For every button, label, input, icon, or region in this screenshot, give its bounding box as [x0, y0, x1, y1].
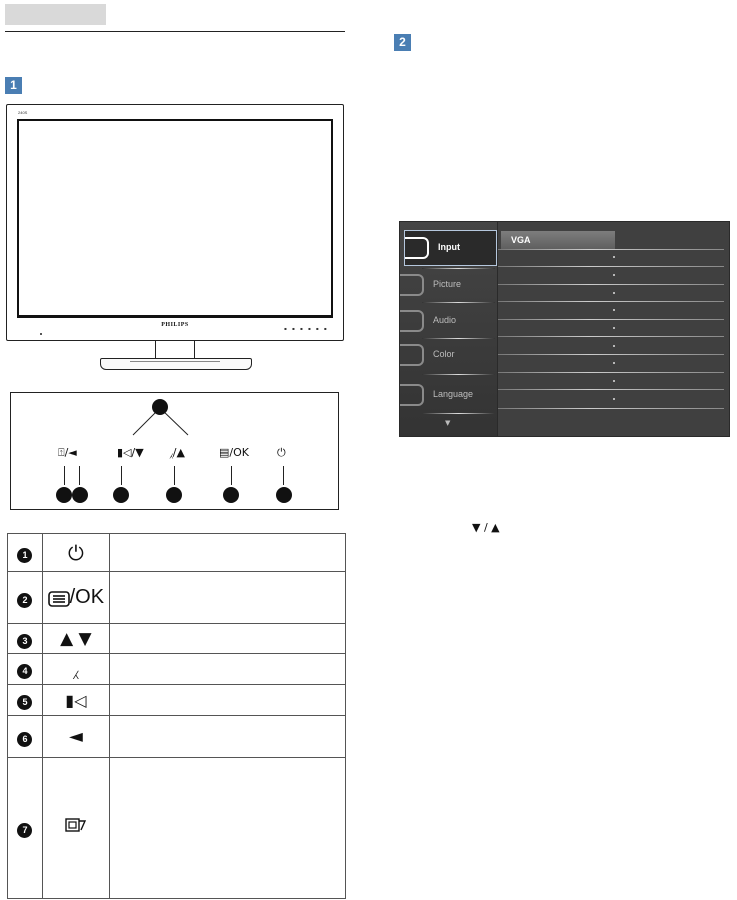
scroll-down-icon[interactable]: ▼	[445, 419, 451, 427]
callout-tick	[79, 466, 80, 485]
power-icon: ⏻	[67, 540, 84, 565]
osd-submenu-row	[498, 408, 724, 409]
osd-row-dot	[613, 398, 615, 400]
table-row	[8, 624, 346, 654]
callout-tick	[283, 466, 284, 485]
description-cell	[109, 716, 345, 758]
color-icon	[400, 344, 424, 366]
callout-tick	[231, 466, 232, 485]
monitor-screen	[17, 119, 333, 317]
osd-submenu-row	[498, 336, 724, 337]
osd-item-label: Language	[433, 389, 474, 399]
callout-tick	[64, 466, 65, 485]
osd-row-dot	[613, 256, 615, 258]
step-1-badge: 1	[5, 77, 22, 94]
volume-icon: ▮◁	[65, 690, 87, 710]
description-cell	[109, 534, 345, 572]
callout-dot	[166, 487, 182, 503]
osd-item-audio[interactable]	[400, 304, 497, 340]
number-badge: 2	[17, 593, 32, 608]
osd-item-label: Picture	[433, 279, 462, 289]
menu-ok-icon: /OK	[69, 586, 105, 608]
table-row	[8, 758, 346, 899]
osd-divider	[422, 302, 495, 303]
up-down-nav-icon: ▼ / ▲	[472, 521, 500, 534]
osd-submenu-row	[498, 249, 724, 250]
osd-submenu-row	[498, 319, 724, 320]
description-cell	[109, 624, 345, 654]
osd-divider	[422, 413, 495, 414]
osd-item-label: Audio	[433, 315, 457, 325]
callout-tick	[121, 466, 122, 485]
osd-submenu-selected-label: VGA	[511, 235, 531, 245]
osd-item-picture[interactable]	[400, 268, 497, 304]
osd-submenu	[497, 222, 730, 437]
menu-ok-button[interactable]: ▤/OK	[219, 446, 249, 459]
callout-dot	[56, 487, 72, 503]
osd-row-dot	[613, 362, 615, 364]
menu-icon	[48, 591, 70, 607]
number-badge: 5	[17, 695, 32, 710]
bezel-buttons: ▪ ▪ ▪ ▪ ▪ ▪	[284, 326, 329, 331]
callout-dot-top	[152, 399, 168, 415]
audio-icon	[400, 310, 424, 332]
table-row	[8, 685, 346, 716]
osd-submenu-row	[498, 354, 724, 355]
table-row	[8, 534, 346, 572]
description-cell	[109, 572, 345, 624]
osd-submenu-row	[498, 284, 724, 285]
osd-row-dot	[613, 274, 615, 276]
table-row	[8, 654, 346, 685]
description-cell	[109, 685, 345, 716]
osd-row-dot	[613, 292, 615, 294]
number-badge: 4	[17, 664, 32, 679]
volume-down-button[interactable]: ▮◁/▼	[117, 446, 144, 459]
osd-row-dot	[613, 327, 615, 329]
description-cell	[109, 758, 345, 899]
osd-item-label: Input	[438, 242, 460, 252]
callout-dot	[72, 487, 88, 503]
osd-item-color[interactable]	[400, 338, 497, 374]
monitor-stand-detail	[130, 361, 220, 366]
number-badge: 7	[17, 823, 32, 838]
osd-row-dot	[613, 380, 615, 382]
osd-item-input[interactable]	[404, 230, 497, 266]
osd-divider	[422, 374, 495, 375]
header-rule	[5, 31, 345, 32]
picture-icon	[400, 274, 424, 296]
up-down-icon: ▲ ▼	[60, 628, 92, 649]
callout-dot	[276, 487, 292, 503]
monitor-brand-logo: PHILIPS	[161, 322, 189, 328]
osd-menu-screenshot	[399, 221, 730, 437]
smartimage-icon	[65, 817, 87, 835]
section-header-tab	[5, 4, 106, 25]
osd-row-dot	[613, 309, 615, 311]
monitor-stand-neck	[155, 341, 195, 359]
smartimage-button[interactable]: ⍐/◄	[58, 446, 77, 459]
step-2-badge: 2	[394, 34, 411, 51]
language-icon	[400, 384, 424, 406]
input-up-button[interactable]: ⁁/▲	[170, 446, 185, 459]
osd-submenu-row	[498, 301, 724, 302]
input-icon	[405, 237, 429, 259]
bezel-line	[17, 317, 333, 318]
osd-main-menu	[400, 222, 497, 437]
number-badge: 3	[17, 634, 32, 649]
input-switch-icon: ⁁	[73, 658, 79, 680]
back-arrow-icon: ◄	[68, 726, 83, 747]
osd-submenu-row	[498, 266, 724, 267]
number-badge: 1	[17, 548, 32, 563]
callout-dot	[113, 487, 129, 503]
callout-dot	[223, 487, 239, 503]
button-legend-table	[7, 533, 346, 899]
power-button[interactable]: ⏻	[277, 446, 286, 459]
callout-tick	[174, 466, 175, 485]
description-cell	[109, 654, 345, 685]
power-led	[40, 333, 42, 335]
osd-item-language[interactable]	[400, 378, 497, 414]
monitor-model-label: 240S	[18, 110, 28, 115]
osd-submenu-row	[498, 389, 724, 390]
table-row	[8, 716, 346, 758]
osd-row-dot	[613, 345, 615, 347]
number-badge: 6	[17, 732, 32, 747]
osd-item-label: Color	[433, 349, 455, 359]
osd-submenu-row	[498, 372, 724, 373]
table-row	[8, 572, 346, 624]
